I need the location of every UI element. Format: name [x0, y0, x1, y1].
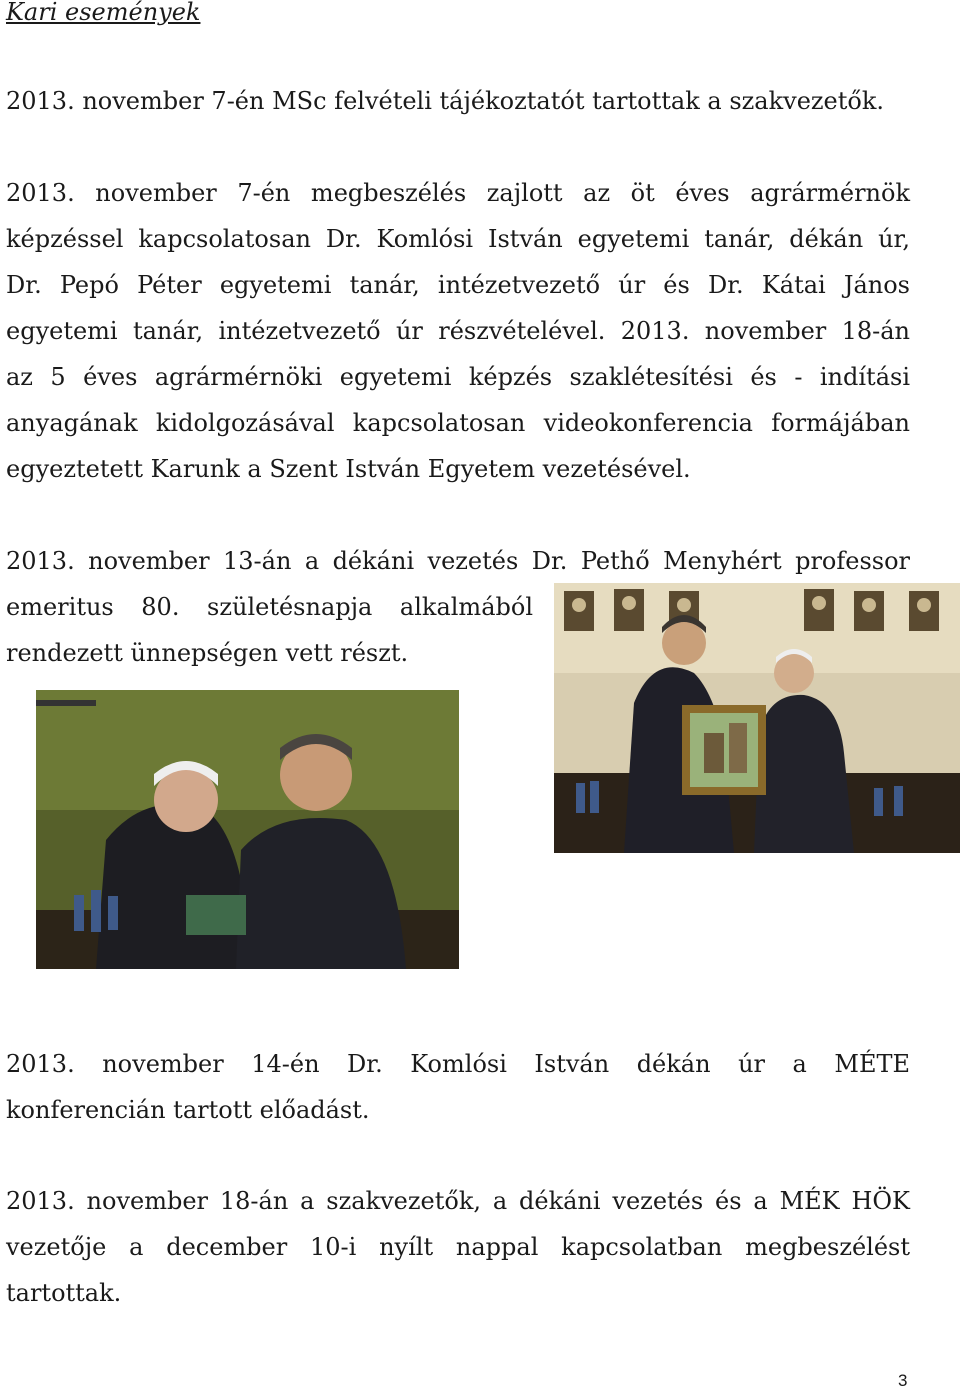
paragraph-line: anyagának kidolgozásával kapcsolatosan videokonferencia formájában — [6, 409, 910, 437]
paragraph-line: rendezett ünnepségen vett részt. — [6, 639, 409, 667]
paragraph-line: emeritus 80. születésnapja alkalmából — [6, 593, 533, 621]
paragraph-line: vezetője a december 10-i nyílt nappal kapcsolatban megbeszélést — [6, 1233, 910, 1261]
paragraph-line: Dr. Pepó Péter egyetemi tanár, intézetvezető úr és Dr. Kátai János — [6, 271, 910, 299]
photo-seated-guests — [36, 690, 459, 969]
paragraph-line: képzéssel kapcsolatosan Dr. Komlósi István egyetemi tanár, dékán úr, — [6, 225, 910, 253]
photo-painting-presentation — [554, 583, 960, 853]
paragraph-line: 2013. november 7-én MSc felvételi tájékoztatót tartottak a szakvezetők. — [6, 87, 885, 115]
paragraph-line: 2013. november 13-án a dékáni vezetés Dr. Pethő Menyhért professor — [6, 547, 910, 575]
paragraph-line: egyeztetett Karunk a Szent István Egyetem vezetésével. — [6, 455, 691, 483]
paragraph-line: 2013. november 18-án a szakvezetők, a dékáni vezetés és a MÉK HÖK — [6, 1187, 910, 1215]
section-title: Kari események — [6, 0, 201, 26]
paragraph-line: 2013. november 7-én megbeszélés zajlott az öt éves agrármérnök — [6, 179, 910, 207]
paragraph-line: konferencián tartott előadást. — [6, 1096, 370, 1124]
paragraph-line: 2013. november 14-én Dr. Komlósi István dékán úr a MÉTE — [6, 1050, 910, 1078]
paragraph-line: az 5 éves agrármérnöki egyetemi képzés szaklétesítési és - indítási — [6, 363, 910, 391]
page-number: 3 — [898, 1371, 908, 1390]
paragraph-line: egyetemi tanár, intézetvezető úr részvételével. 2013. november 18-án — [6, 317, 910, 345]
paragraph-line: tartottak. — [6, 1279, 122, 1307]
